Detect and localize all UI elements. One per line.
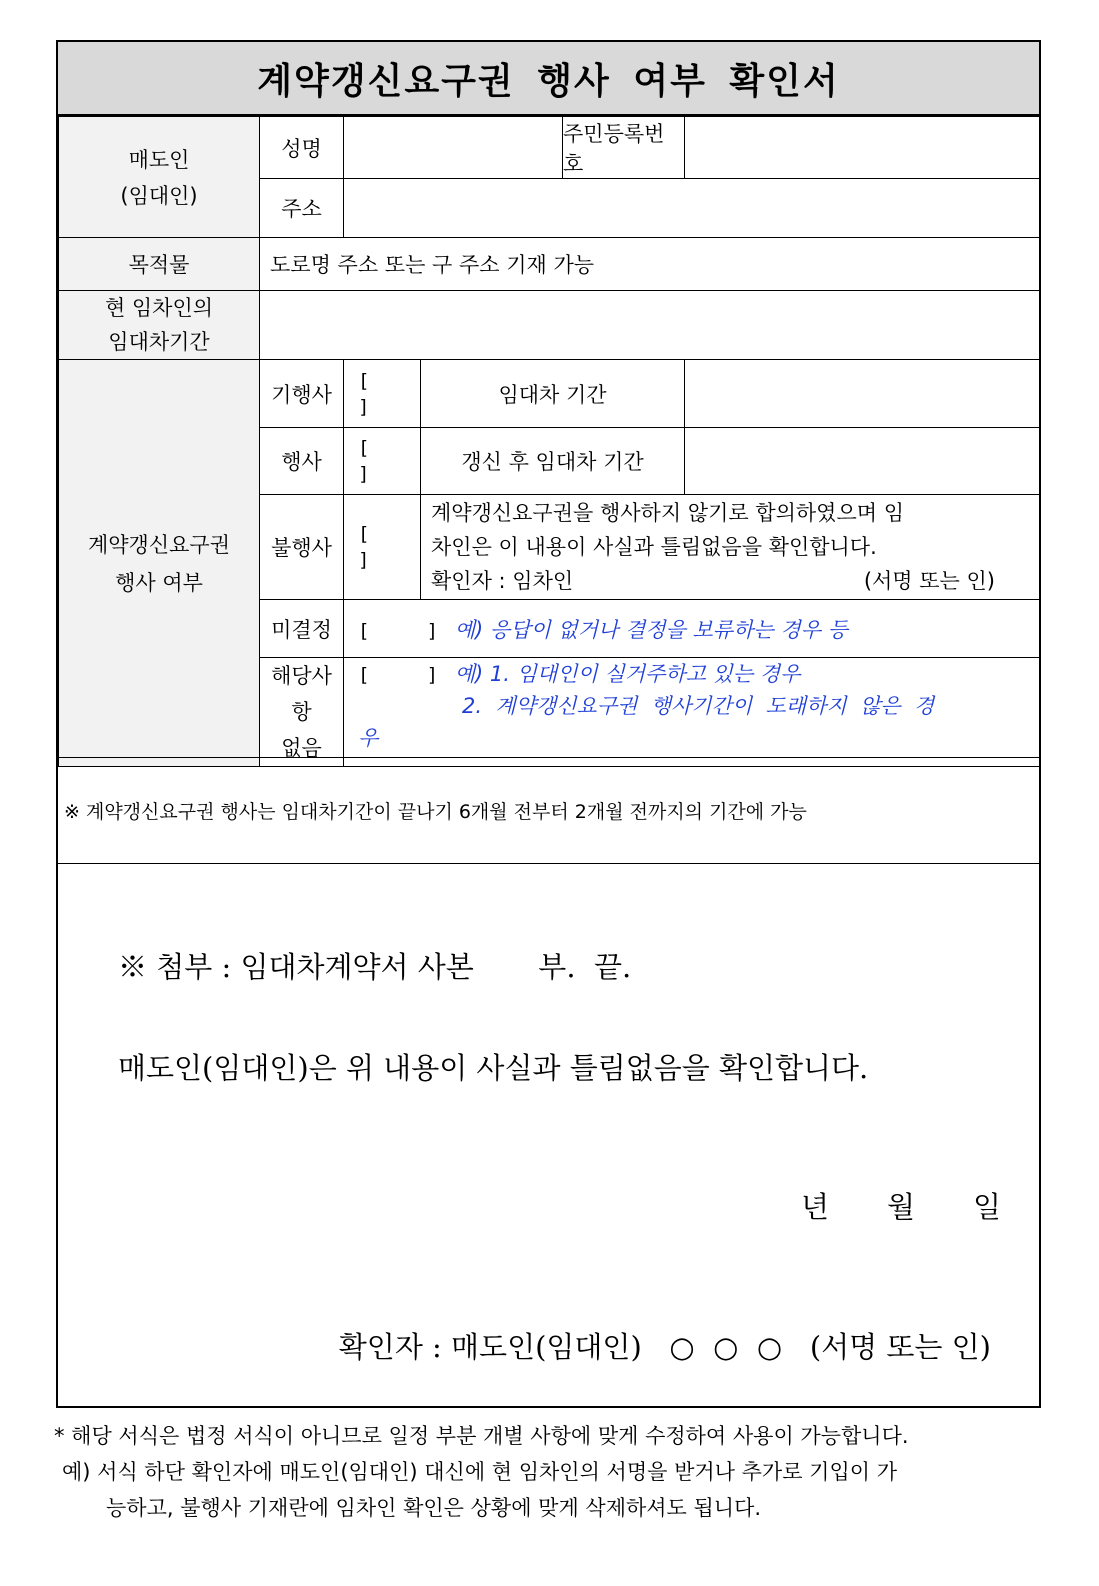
document-title: 계약갱신요구권 행사 여부 확인서 <box>58 42 1039 116</box>
exercised-label: 행사 <box>260 428 344 495</box>
footer-line-3: 능하고, 불행사 기재란에 임차인 확인은 상황에 맞게 삭제하셔도 됩니다. <box>106 1496 762 1520</box>
tenant-period-field[interactable] <box>260 291 1040 360</box>
renewed-period-label: 갱신 후 임대차 기간 <box>421 428 685 495</box>
name-label: 성명 <box>260 117 344 179</box>
footer-notice <box>54 1418 1044 1526</box>
exercise-period-note: ※ 계약갱신요구권 행사는 임대차기간이 끝나기 6개월 전부터 2개월 전까지의 기간에 가능 <box>58 757 1039 864</box>
exercised-checkbox[interactable]: [ ] <box>344 428 421 495</box>
name-value[interactable] <box>344 117 563 178</box>
property-row <box>59 238 1040 291</box>
not-applicable-checkbox[interactable]: [ ] <box>358 664 439 686</box>
confirmation-statement: 매도인(임대인)은 위 내용이 사실과 틀림없음을 확인합니다. <box>118 1051 869 1085</box>
undecided-label: 미결정 <box>260 600 344 658</box>
footer-line-2: 예) 서식 하단 확인자에 매도인(임대인) 대신에 현 임차인의 서명을 받거나 추가로 기입이 가 <box>62 1460 897 1484</box>
not-applicable-example-3: 우 <box>358 726 379 750</box>
not-applicable-label: 해당사항 없음 <box>260 658 344 767</box>
not-exercised-label: 불행사 <box>260 495 344 600</box>
landlord-name-row <box>59 117 1040 179</box>
undecided-checkbox[interactable]: [ ] <box>358 619 439 642</box>
not-exercised-text: 계약갱신요구권을 행사하지 않기로 합의하였으며 임 차인은 이 내용이 사실과 틀림없음을 확인합니다. 확인자 : 임차인 (서명 또는 인) <box>421 495 1040 600</box>
landlord-signature-line[interactable]: 확인자 : 매도인(임대인) ○ ○ ○ (서명 또는 인) <box>338 1330 991 1364</box>
lease-period-label: 임대차 기간 <box>421 360 685 428</box>
day-label: 일 <box>972 1190 1001 1224</box>
undecided-cell <box>344 600 1040 658</box>
tenant-period-label: 현 임차인의 임대차기간 <box>59 291 260 360</box>
property-field[interactable]: 도로명 주소 또는 구 주소 기재 가능 <box>260 238 1040 291</box>
address-field[interactable] <box>344 179 1040 238</box>
not-applicable-cell <box>344 658 1040 767</box>
footer-line-1: * 해당 서식은 법정 서식이 아니므로 일정 부분 개별 사항에 맞게 수정하여 사용이 가능합니다. <box>54 1424 909 1448</box>
id-number-field[interactable] <box>685 117 1040 179</box>
year-label: 년 <box>800 1190 829 1224</box>
tenant-confirm-label: 확인자 : 임차인 <box>431 569 574 593</box>
renewed-period-field[interactable] <box>685 428 1040 495</box>
id-number-label: 주민등록번호 <box>563 121 665 176</box>
not-applicable-example-2: 2. 계약갱신요구권 행사기간이 도래하지 않은 경 <box>462 694 935 718</box>
landlord-label: 매도인 (임대인) <box>59 117 260 238</box>
not-applicable-example-1: 예) 1. 임대인이 실거주하고 있는 경우 <box>454 662 801 686</box>
property-label: 목적물 <box>59 238 260 291</box>
already-exercised-label: 기행사 <box>260 360 344 428</box>
exercise-label: 계약갱신요구권 행사 여부 <box>59 360 260 767</box>
not-exercised-checkbox[interactable]: [ ] <box>344 495 421 600</box>
attachment-line: ※ 첨부 : 임대차계약서 사본 부. 끝. <box>118 950 632 984</box>
name-field[interactable] <box>344 117 685 179</box>
already-exercised-row <box>59 360 1040 428</box>
form-table <box>58 116 1040 767</box>
address-label: 주소 <box>260 179 344 238</box>
lease-period-field[interactable] <box>685 360 1040 428</box>
date-line <box>801 1185 1001 1226</box>
already-exercised-checkbox[interactable]: [ ] <box>344 360 421 428</box>
tenant-period-row <box>59 291 1040 360</box>
form-frame <box>56 40 1041 1408</box>
tenant-sign-label[interactable]: (서명 또는 인) <box>863 569 995 593</box>
month-label: 월 <box>886 1190 915 1224</box>
undecided-example: 예) 응답이 없거나 결정을 보류하는 경우 등 <box>454 617 848 642</box>
